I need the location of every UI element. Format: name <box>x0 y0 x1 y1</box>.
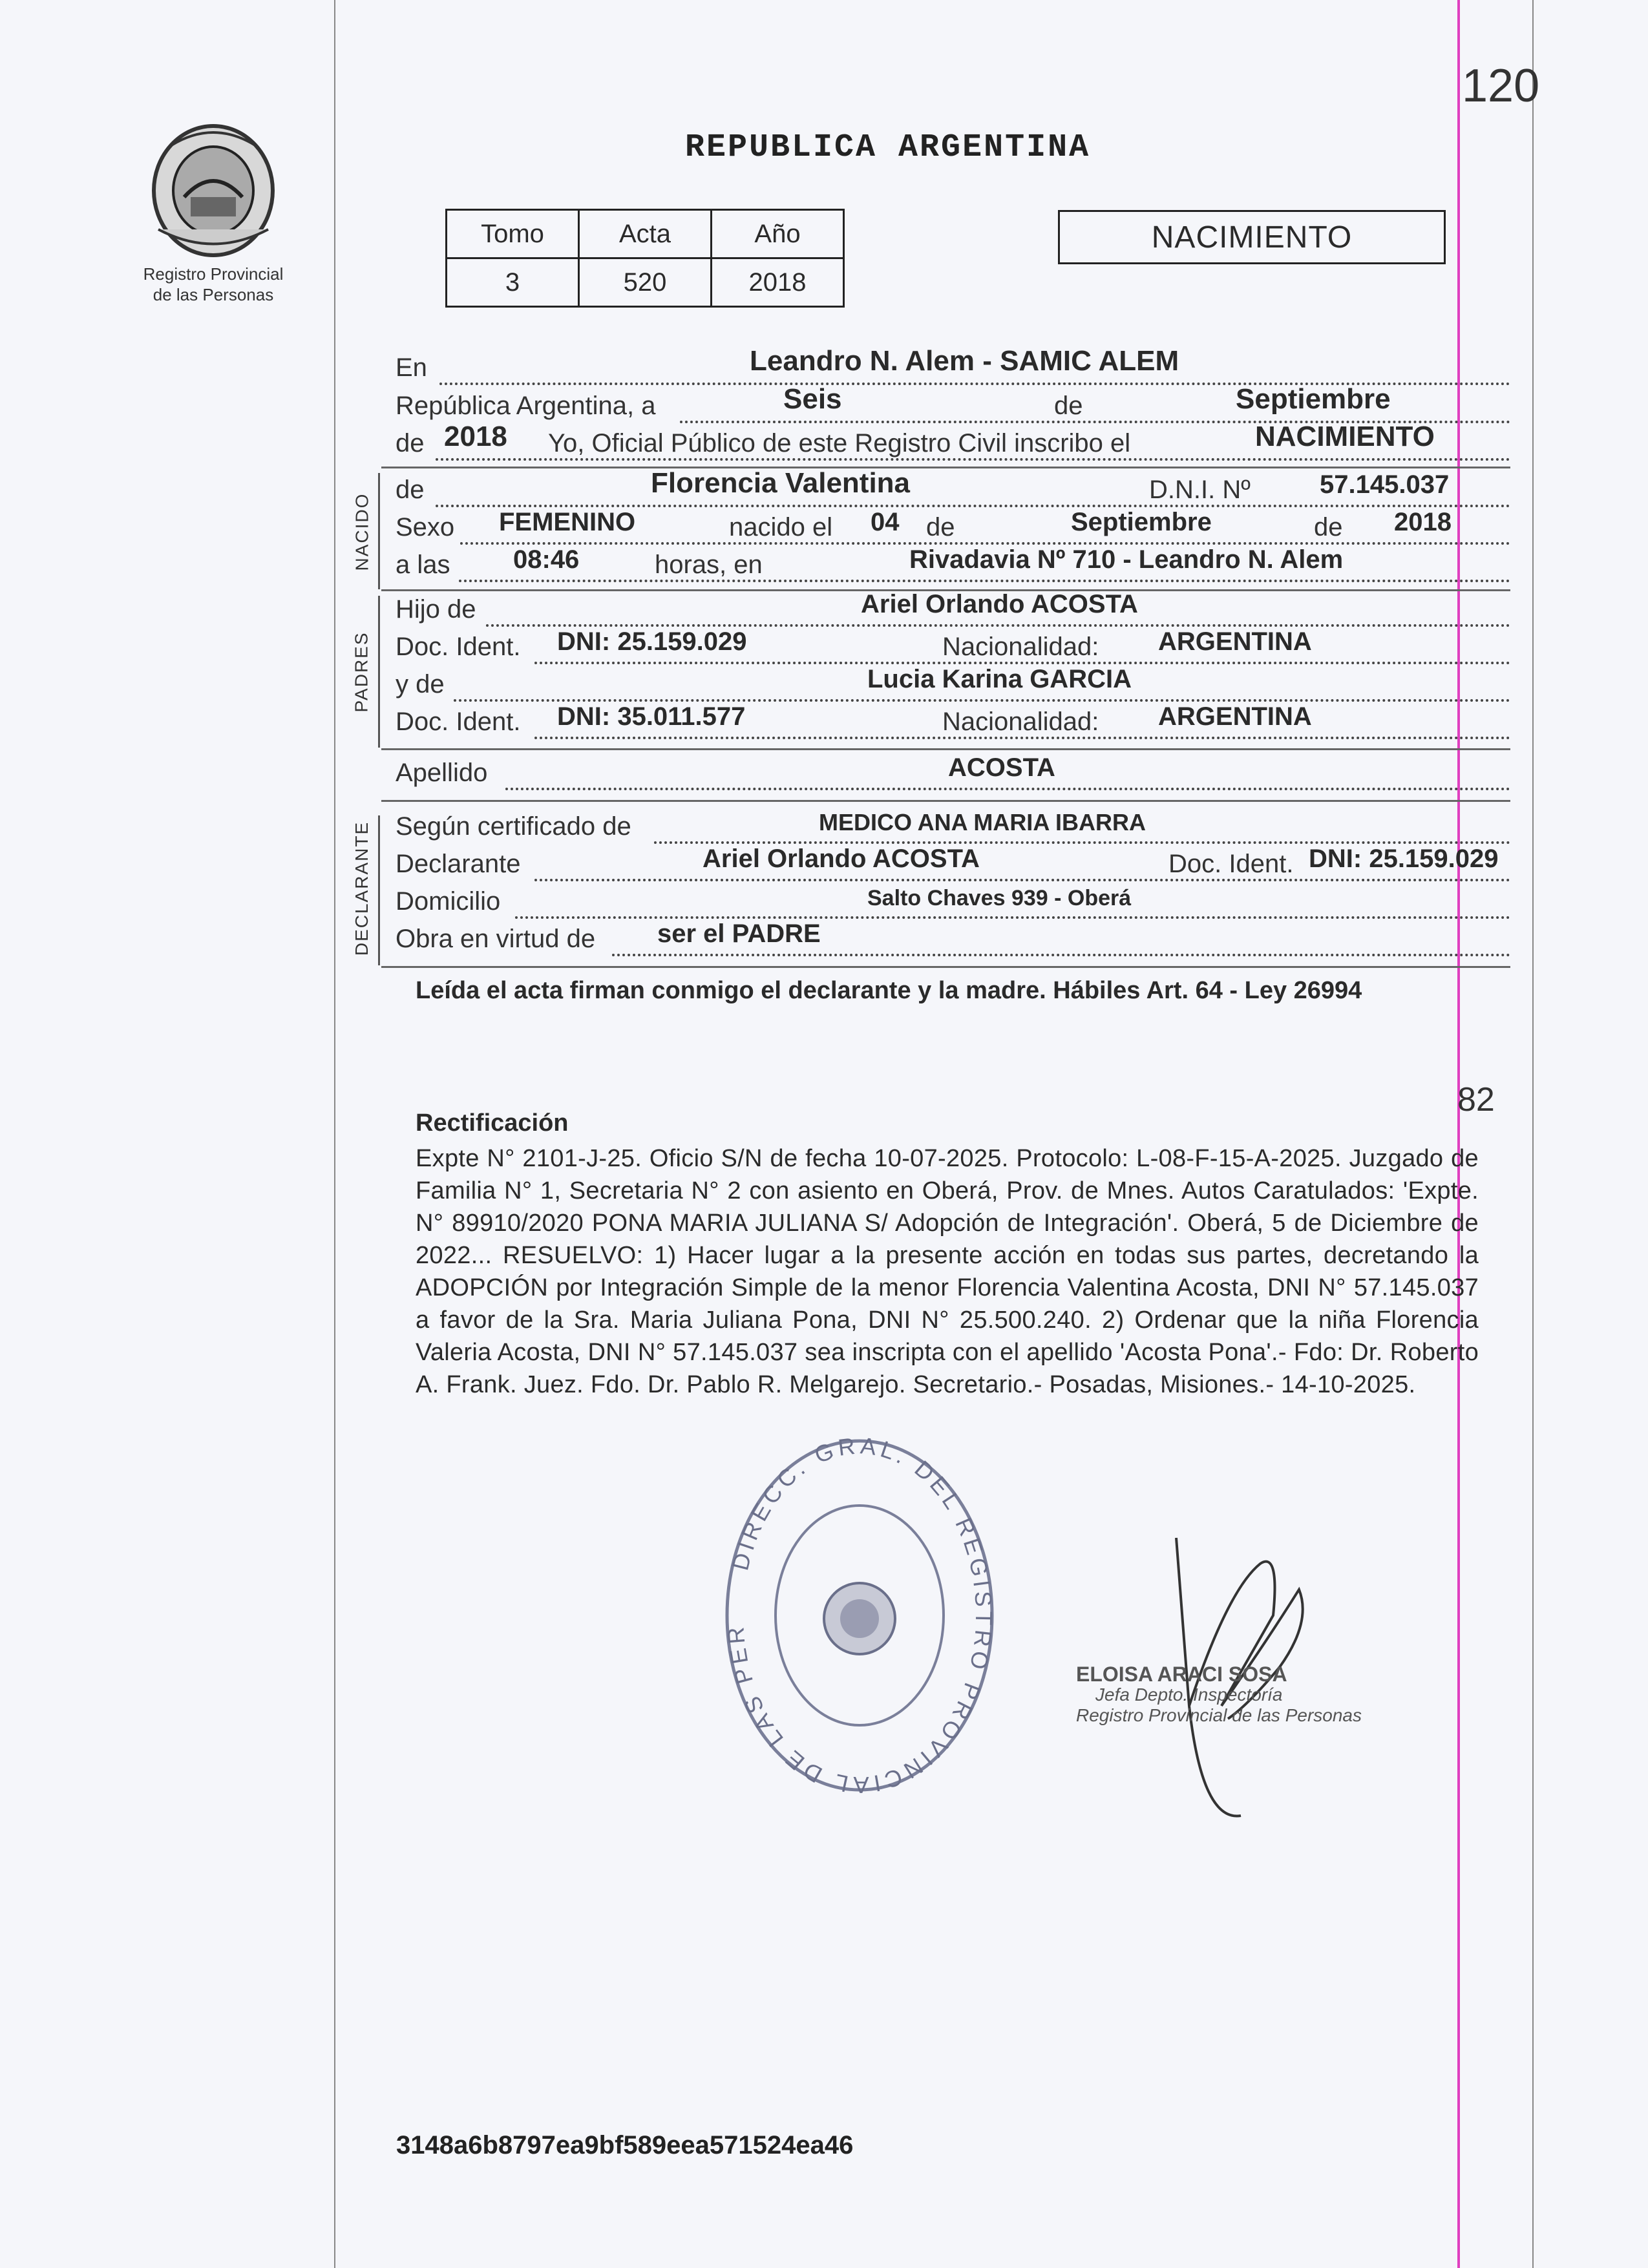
page-number: 120 <box>1462 60 1540 112</box>
value-nac-dia: 04 <box>871 508 900 536</box>
value-dia: Seis <box>783 383 842 415</box>
registry-name <box>116 264 310 305</box>
label-domicilio: Domicilio <box>396 887 501 916</box>
label-de-5: de <box>1310 513 1347 542</box>
label-dni: D.N.I. Nº <box>1145 476 1254 505</box>
divider-4 <box>381 800 1510 802</box>
registry-line2: de las Personas <box>153 285 274 304</box>
label-sexo: Sexo <box>396 513 455 541</box>
label-en: En <box>396 353 427 382</box>
value-padre-nac: ARGENTINA <box>1158 627 1312 656</box>
value-nac-mes: Septiembre <box>1071 508 1212 536</box>
rectificacion-title: Rectificación <box>416 1109 569 1137</box>
field-obra <box>396 919 1510 963</box>
left-margin-line <box>334 0 335 2268</box>
section-nacido-label: NACIDO <box>352 492 372 571</box>
value-nombre: Florencia Valentina <box>651 467 911 499</box>
label-de-3: de <box>396 476 425 504</box>
value-dni: 57.145.037 <box>1320 470 1450 499</box>
label-y-de: y de <box>396 670 445 698</box>
field-hora <box>396 545 1510 589</box>
value-domicilio-nac: Rivadavia Nº 710 - Leandro N. Alem <box>909 545 1344 574</box>
record-table <box>445 209 845 308</box>
signature-stamp <box>1076 1664 1362 1726</box>
header-acta: Acta <box>579 210 712 258</box>
label-obra: Obra en virtud de <box>396 925 596 953</box>
value-tomo: 3 <box>447 258 579 307</box>
signer-org: Registro Provincial de las Personas <box>1076 1705 1362 1725</box>
label-segun: Según certificado de <box>396 812 631 841</box>
field-inscribe <box>396 421 1510 467</box>
doc-type-box <box>1058 210 1446 264</box>
value-declarante: Ariel Orlando ACOSTA <box>703 845 980 873</box>
value-padre-dni: DNI: 25.159.029 <box>557 627 747 656</box>
label-de-1: de <box>1051 392 1086 421</box>
label-nacionalidad-1: Nacionalidad: <box>938 633 1103 662</box>
registry-line1: Registro Provincial <box>143 264 284 284</box>
section-declarante <box>343 811 381 966</box>
value-nac-anio: 2018 <box>1394 508 1452 536</box>
value-mes: Septiembre <box>1236 383 1391 415</box>
doc-type: NACIMIENTO <box>1151 220 1353 255</box>
seal-outer-text: DIRECC. GRAL. DEL REGISTRO PROVINCIAL DE LAS PER <box>721 1434 998 1796</box>
value-hora: 08:46 <box>513 545 580 574</box>
value-anio: 2018 <box>444 421 507 452</box>
closing-note: Leída el acta firman conmigo el declarante y la madre. Hábiles Art. 64 - Ley 26994 <box>416 977 1362 1004</box>
value-madre-nac: ARGENTINA <box>1158 702 1312 731</box>
divider-3 <box>381 748 1510 750</box>
value-obra: ser el PADRE <box>657 919 821 948</box>
label-yo: Yo, Oficial Público de este Registro Civil inscribo el <box>544 429 1134 458</box>
label-nacido-el: nacido el <box>725 513 836 542</box>
label-nacionalidad-2: Nacionalidad: <box>938 708 1103 737</box>
label-doc-ident-3: Doc. Ident. <box>1165 850 1297 879</box>
divider-5 <box>381 966 1510 968</box>
field-apellido <box>396 753 1510 797</box>
value-padre: Ariel Orlando ACOSTA <box>861 590 1138 618</box>
label-apellido: Apellido <box>396 759 488 787</box>
document-hash: 3148a6b8797ea9bf589eea571524ea46 <box>396 2131 854 2159</box>
value-madre-dni: DNI: 35.011.577 <box>557 702 746 731</box>
value-madre: Lucia Karina GARCIA <box>867 665 1132 693</box>
signer-role: Jefa Depto. Inspectoría <box>1095 1685 1283 1705</box>
secondary-number: 82 <box>1457 1081 1495 1118</box>
section-padres-label: PADRES <box>352 631 372 713</box>
value-apellido: ACOSTA <box>948 753 1055 782</box>
signer-name: ELOISA ARACI SOSA <box>1076 1663 1287 1686</box>
label-horas-en: horas, en <box>651 551 766 580</box>
value-sexo: FEMENINO <box>499 508 636 536</box>
label-de-2: de <box>396 429 425 457</box>
rectificacion-text: Expte N° 2101-J-25. Oficio S/N de fecha 10-07-2025. Protocolo: L-08-F-15-A-2025. Juzgado de Familia N° 1, Secretaria N° 2 con asiento en Oberá, Prov. de Mnes. Autos Caratulados: 'Expte. N° 89910/2020 PONA MARIA JULIANA S/ Adopción de Integración'. Oberá, 5 de Diciembre de 2022... RESUELVO: 1) Hacer lugar a la presente acción en todas sus partes, decretando la ADOPCIÓN por Integración Simple de la menor Florencia Valentina Acosta, DNI N° 57.145.037 a favor de la Sra. Maria Juliana Pona, DNI N° 25.500.240. 2) Ordenar que la niña Florencia Valeria Acosta, DNI N° 57.145.037 sea inscripta con el apellido 'Acosta Pona'.- Fdo: Dr. Roberto A. Frank. Juez. Fdo. Dr. Pablo R. Melgarejo. Secretario.- Posadas, Misiones.- 14-10-2025. <box>416 1145 1479 1398</box>
value-lugar: Leandro N. Alem - SAMIC ALEM <box>750 345 1179 377</box>
label-doc-ident-2: Doc. Ident. <box>396 708 521 736</box>
header-tomo: Tomo <box>447 210 579 258</box>
province-logo <box>145 120 281 258</box>
value-certificado: MEDICO ANA MARIA IBARRA <box>819 809 1146 835</box>
value-domicilio: Salto Chaves 939 - Oberá <box>867 886 1132 910</box>
value-acto: NACIMIENTO <box>1255 421 1435 452</box>
section-padres <box>343 598 381 746</box>
official-seal <box>717 1434 1002 1796</box>
label-hijo-de: Hijo de <box>396 595 476 624</box>
value-acta: 520 <box>579 258 712 307</box>
label-a-las: a las <box>396 551 450 579</box>
pink-margin-line <box>1457 0 1460 2268</box>
label-doc-ident-1: Doc. Ident. <box>396 633 521 661</box>
label-de-4: de <box>922 513 959 542</box>
section-padres-bar <box>378 596 380 748</box>
label-declarante: Declarante <box>396 850 521 878</box>
value-declarante-dni: DNI: 25.159.029 <box>1309 845 1499 873</box>
page-title: REPUBLICA ARGENTINA <box>685 129 1091 166</box>
section-declarante-label: DECLARANTE <box>352 821 372 956</box>
right-margin-line <box>1532 0 1534 2268</box>
divider-1 <box>381 467 1510 468</box>
field-domicilio <box>396 888 1510 925</box>
section-nacido <box>343 475 381 588</box>
header-anio: Año <box>712 210 844 258</box>
section-nacido-bar <box>378 473 380 589</box>
field-declarante <box>396 845 1510 888</box>
value-anio: 2018 <box>712 258 844 307</box>
label-republica: República Argentina, a <box>396 392 656 420</box>
section-declarante-bar <box>378 815 380 965</box>
field-madre-doc <box>396 702 1510 746</box>
